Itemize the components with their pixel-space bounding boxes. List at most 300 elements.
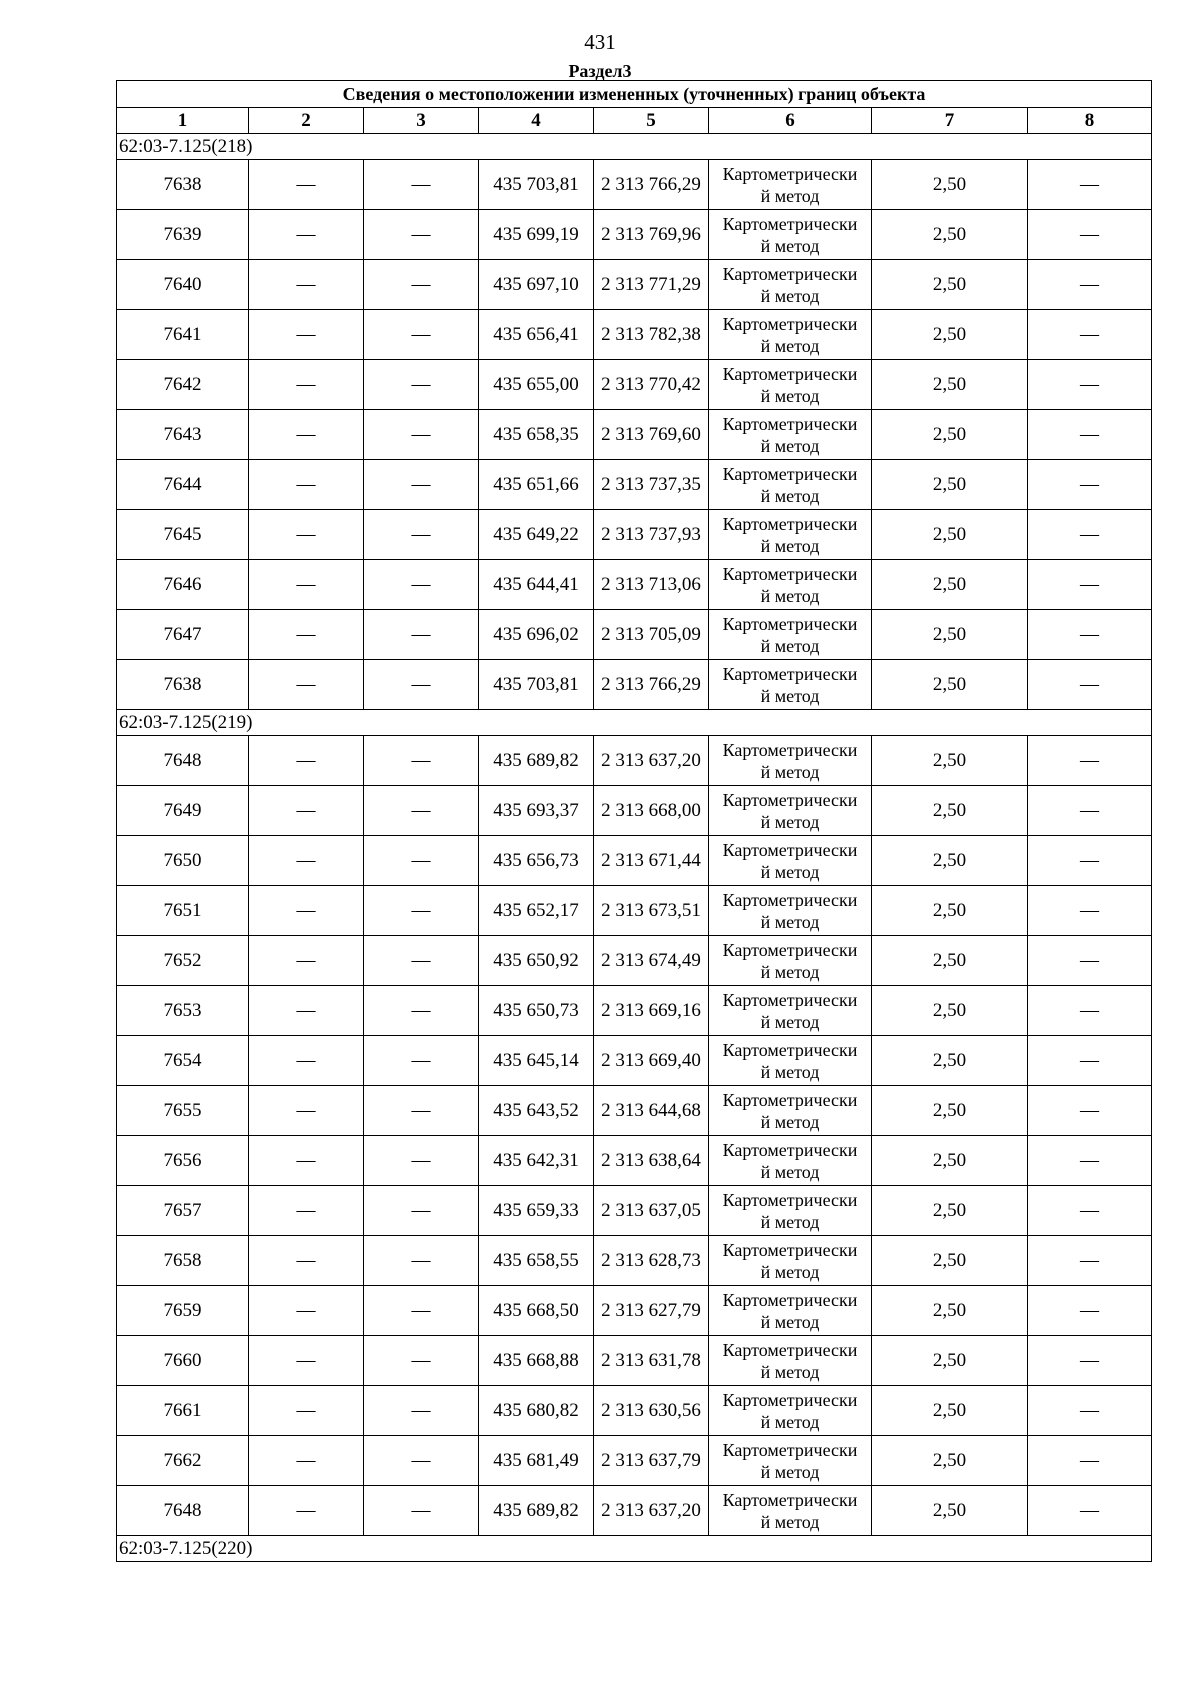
table-row — [117, 1436, 1152, 1486]
table-row — [117, 310, 1152, 360]
point-number: 7654 — [117, 1036, 249, 1086]
method-cell — [709, 460, 872, 510]
table-row — [117, 1036, 1152, 1086]
cell-col2: — — [249, 1236, 364, 1286]
table-row — [117, 660, 1152, 710]
coord-x: 435 658,55 — [479, 1236, 594, 1286]
coord-x: 435 696,02 — [479, 610, 594, 660]
point-number: 7648 — [117, 736, 249, 786]
group-row — [117, 710, 1152, 736]
accuracy: 2,50 — [872, 986, 1028, 1036]
coord-x: 435 643,52 — [479, 1086, 594, 1136]
method-text-line2: й метод — [760, 635, 820, 656]
accuracy: 2,50 — [872, 936, 1028, 986]
method-text-line1: Картометрически — [722, 989, 858, 1010]
cell-col2: — — [249, 736, 364, 786]
cell-col3: — — [364, 1236, 479, 1286]
coord-x: 435 655,00 — [479, 360, 594, 410]
coord-y: 2 313 737,93 — [594, 510, 709, 560]
coord-y: 2 313 705,09 — [594, 610, 709, 660]
coord-y: 2 313 673,51 — [594, 886, 709, 936]
coord-y: 2 313 644,68 — [594, 1086, 709, 1136]
accuracy: 2,50 — [872, 886, 1028, 936]
cell-col2: — — [249, 936, 364, 986]
cell-col3: — — [364, 660, 479, 710]
method-cell — [709, 610, 872, 660]
method-text-line2: й метод — [760, 1461, 820, 1482]
cell-col3: — — [364, 886, 479, 936]
table-row — [117, 886, 1152, 936]
coord-y: 2 313 631,78 — [594, 1336, 709, 1386]
method-text-line1: Картометрически — [722, 739, 858, 760]
cell-col2: — — [249, 1186, 364, 1236]
cell-col2: — — [249, 836, 364, 886]
cell-col3: — — [364, 410, 479, 460]
method-text-line1: Картометрически — [722, 613, 858, 634]
table-row — [117, 1486, 1152, 1536]
coord-y: 2 313 769,60 — [594, 410, 709, 460]
method-text-line1: Картометрически — [722, 1289, 858, 1310]
accuracy: 2,50 — [872, 510, 1028, 560]
cell-col3: — — [364, 986, 479, 1036]
cell-col3: — — [364, 560, 479, 610]
method-cell — [709, 1236, 872, 1286]
section-title: Раздел3 — [568, 61, 632, 81]
method-text-line1: Картометрически — [722, 213, 858, 234]
cell-col3: — — [364, 1386, 479, 1436]
table-row — [117, 1136, 1152, 1186]
cell-col3: — — [364, 936, 479, 986]
cell-col8: — — [1028, 210, 1152, 260]
method-cell — [709, 260, 872, 310]
accuracy: 2,50 — [872, 1086, 1028, 1136]
cell-col2: — — [249, 1386, 364, 1436]
method-text-line2: й метод — [760, 185, 820, 206]
cell-col2: — — [249, 260, 364, 310]
method-text-line1: Картометрически — [722, 939, 858, 960]
column-number: 3 — [364, 108, 479, 134]
accuracy: 2,50 — [872, 1186, 1028, 1236]
cell-col2: — — [249, 310, 364, 360]
cell-col2: — — [249, 360, 364, 410]
method-text-line1: Картометрически — [722, 839, 858, 860]
method-text-line2: й метод — [760, 961, 820, 982]
coordinates-table — [116, 80, 1152, 1562]
coord-x: 435 652,17 — [479, 886, 594, 936]
method-text-line2: й метод — [760, 911, 820, 932]
table-row — [117, 560, 1152, 610]
cell-col2: — — [249, 1136, 364, 1186]
cell-col3: — — [364, 260, 479, 310]
method-text-line1: Картометрически — [722, 1139, 858, 1160]
point-number: 7648 — [117, 1486, 249, 1536]
method-text-line2: й метод — [760, 535, 820, 556]
coord-x: 435 650,92 — [479, 936, 594, 986]
method-cell — [709, 1136, 872, 1186]
method-text-line2: й метод — [760, 1211, 820, 1232]
coord-y: 2 313 669,40 — [594, 1036, 709, 1086]
method-text-line2: й метод — [760, 1311, 820, 1332]
cell-col2: — — [249, 1336, 364, 1386]
page-number: 431 — [584, 30, 616, 54]
coord-x: 435 649,22 — [479, 510, 594, 560]
coord-x: 435 659,33 — [479, 1186, 594, 1236]
accuracy: 2,50 — [872, 260, 1028, 310]
coord-x: 435 642,31 — [479, 1136, 594, 1186]
point-number: 7638 — [117, 660, 249, 710]
table-row — [117, 210, 1152, 260]
cell-col3: — — [364, 1286, 479, 1336]
method-text-line1: Картометрически — [722, 889, 858, 910]
accuracy: 2,50 — [872, 1386, 1028, 1436]
column-number: 8 — [1028, 108, 1152, 134]
group-row — [117, 1536, 1152, 1562]
cell-col3: — — [364, 786, 479, 836]
cell-col8: — — [1028, 610, 1152, 660]
point-number: 7653 — [117, 986, 249, 1036]
method-text-line2: й метод — [760, 385, 820, 406]
point-number: 7639 — [117, 210, 249, 260]
cell-col8: — — [1028, 410, 1152, 460]
point-number: 7645 — [117, 510, 249, 560]
coord-x: 435 645,14 — [479, 1036, 594, 1086]
table-row — [117, 836, 1152, 886]
coord-x: 435 689,82 — [479, 736, 594, 786]
method-cell — [709, 210, 872, 260]
cell-col8: — — [1028, 786, 1152, 836]
table-row — [117, 1236, 1152, 1286]
method-text-line1: Картометрически — [722, 1189, 858, 1210]
cell-col3: — — [364, 736, 479, 786]
coord-x: 435 681,49 — [479, 1436, 594, 1486]
object-id: 62:03-7.125(219) — [117, 710, 1152, 736]
cell-col8: — — [1028, 836, 1152, 886]
cell-col8: — — [1028, 660, 1152, 710]
method-text-line1: Картометрически — [722, 413, 858, 434]
cell-col3: — — [364, 1486, 479, 1536]
point-number: 7647 — [117, 610, 249, 660]
coord-x: 435 644,41 — [479, 560, 594, 610]
point-number: 7660 — [117, 1336, 249, 1386]
method-cell — [709, 1036, 872, 1086]
coord-x: 435 668,50 — [479, 1286, 594, 1336]
cell-col8: — — [1028, 360, 1152, 410]
cell-col8: — — [1028, 560, 1152, 610]
cell-col8: — — [1028, 1436, 1152, 1486]
point-number: 7646 — [117, 560, 249, 610]
table-row — [117, 1336, 1152, 1386]
point-number: 7650 — [117, 836, 249, 886]
point-number: 7655 — [117, 1086, 249, 1136]
cell-col8: — — [1028, 1186, 1152, 1236]
point-number: 7649 — [117, 786, 249, 836]
method-text-line1: Картометрически — [722, 663, 858, 684]
coord-x: 435 697,10 — [479, 260, 594, 310]
table-row — [117, 1386, 1152, 1436]
column-number: 5 — [594, 108, 709, 134]
table-row — [117, 1286, 1152, 1336]
table-row — [117, 160, 1152, 210]
method-text-line1: Картометрически — [722, 1339, 858, 1360]
method-text-line2: й метод — [760, 235, 820, 256]
cell-col2: — — [249, 1436, 364, 1486]
method-text-line2: й метод — [760, 485, 820, 506]
coord-y: 2 313 627,79 — [594, 1286, 709, 1336]
coord-x: 435 656,41 — [479, 310, 594, 360]
point-number: 7662 — [117, 1436, 249, 1486]
table-row — [117, 786, 1152, 836]
column-number: 4 — [479, 108, 594, 134]
method-text-line1: Картометрически — [722, 1389, 858, 1410]
method-cell — [709, 836, 872, 886]
coord-y: 2 313 628,73 — [594, 1236, 709, 1286]
cell-col2: — — [249, 660, 364, 710]
cell-col2: — — [249, 1486, 364, 1536]
coord-y: 2 313 771,29 — [594, 260, 709, 310]
cell-col8: — — [1028, 510, 1152, 560]
coord-x: 435 680,82 — [479, 1386, 594, 1436]
coord-y: 2 313 669,16 — [594, 986, 709, 1036]
table-row — [117, 986, 1152, 1036]
cell-col2: — — [249, 410, 364, 460]
point-number: 7641 — [117, 310, 249, 360]
table-row — [117, 410, 1152, 460]
column-number: 2 — [249, 108, 364, 134]
cell-col8: — — [1028, 460, 1152, 510]
cell-col8: — — [1028, 260, 1152, 310]
coord-y: 2 313 769,96 — [594, 210, 709, 260]
method-cell — [709, 410, 872, 460]
method-text-line2: й метод — [760, 1411, 820, 1432]
accuracy: 2,50 — [872, 1286, 1028, 1336]
table-row — [117, 460, 1152, 510]
cell-col8: — — [1028, 936, 1152, 986]
coord-y: 2 313 766,29 — [594, 660, 709, 710]
coord-x: 435 668,88 — [479, 1336, 594, 1386]
point-number: 7661 — [117, 1386, 249, 1436]
point-number: 7659 — [117, 1286, 249, 1336]
method-cell — [709, 160, 872, 210]
cell-col3: — — [364, 360, 479, 410]
coord-y: 2 313 668,00 — [594, 786, 709, 836]
column-number: 7 — [872, 108, 1028, 134]
coord-y: 2 313 770,42 — [594, 360, 709, 410]
cell-col3: — — [364, 1036, 479, 1086]
method-cell — [709, 1486, 872, 1536]
accuracy: 2,50 — [872, 560, 1028, 610]
method-text-line1: Картометрически — [722, 1489, 858, 1510]
point-number: 7651 — [117, 886, 249, 936]
coord-y: 2 313 638,64 — [594, 1136, 709, 1186]
accuracy: 2,50 — [872, 786, 1028, 836]
accuracy: 2,50 — [872, 736, 1028, 786]
method-text-line2: й метод — [760, 1361, 820, 1382]
coord-y: 2 313 630,56 — [594, 1386, 709, 1436]
table-row — [117, 610, 1152, 660]
cell-col3: — — [364, 160, 479, 210]
table-row — [117, 360, 1152, 410]
coord-y: 2 313 737,35 — [594, 460, 709, 510]
cell-col3: — — [364, 1186, 479, 1236]
table-row — [117, 736, 1152, 786]
method-cell — [709, 1286, 872, 1336]
coord-y: 2 313 637,20 — [594, 736, 709, 786]
method-text-line2: й метод — [760, 1511, 820, 1532]
method-text-line2: й метод — [760, 1111, 820, 1132]
accuracy: 2,50 — [872, 460, 1028, 510]
table-caption: Сведения о местоположении измененных (уточненных) границ объекта — [117, 81, 1152, 108]
method-text-line2: й метод — [760, 761, 820, 782]
object-id: 62:03-7.125(218) — [117, 134, 1152, 160]
cell-col2: — — [249, 460, 364, 510]
point-number: 7656 — [117, 1136, 249, 1186]
coord-y: 2 313 713,06 — [594, 560, 709, 610]
cell-col8: — — [1028, 886, 1152, 936]
method-text-line2: й метод — [760, 685, 820, 706]
cell-col8: — — [1028, 736, 1152, 786]
accuracy: 2,50 — [872, 1236, 1028, 1286]
method-cell — [709, 1336, 872, 1386]
table-row — [117, 510, 1152, 560]
method-text-line1: Картометрически — [722, 463, 858, 484]
cell-col2: — — [249, 510, 364, 560]
method-cell — [709, 360, 872, 410]
cell-col8: — — [1028, 1386, 1152, 1436]
table-caption-row — [117, 81, 1152, 108]
table-row — [117, 1086, 1152, 1136]
method-cell — [709, 1386, 872, 1436]
point-number: 7658 — [117, 1236, 249, 1286]
cell-col3: — — [364, 210, 479, 260]
cell-col3: — — [364, 610, 479, 660]
cell-col8: — — [1028, 1036, 1152, 1086]
accuracy: 2,50 — [872, 360, 1028, 410]
accuracy: 2,50 — [872, 310, 1028, 360]
object-id: 62:03-7.125(220) — [117, 1536, 1152, 1562]
method-cell — [709, 1436, 872, 1486]
cell-col8: — — [1028, 1336, 1152, 1386]
method-text-line1: Картометрически — [722, 163, 858, 184]
method-text-line1: Картометрически — [722, 1089, 858, 1110]
method-text-line1: Картометрически — [722, 789, 858, 810]
coord-x: 435 689,82 — [479, 1486, 594, 1536]
cell-col2: — — [249, 1036, 364, 1086]
method-text-line1: Картометрически — [722, 263, 858, 284]
method-text-line2: й метод — [760, 285, 820, 306]
cell-col3: — — [364, 1136, 479, 1186]
coord-x: 435 650,73 — [479, 986, 594, 1036]
method-text-line2: й метод — [760, 335, 820, 356]
cell-col2: — — [249, 160, 364, 210]
method-cell — [709, 560, 872, 610]
method-cell — [709, 886, 872, 936]
method-text-line1: Картометрически — [722, 513, 858, 534]
point-number: 7657 — [117, 1186, 249, 1236]
accuracy: 2,50 — [872, 836, 1028, 886]
cell-col8: — — [1028, 1086, 1152, 1136]
coord-x: 435 703,81 — [479, 160, 594, 210]
accuracy: 2,50 — [872, 210, 1028, 260]
cell-col3: — — [364, 510, 479, 560]
cell-col3: — — [364, 1086, 479, 1136]
accuracy: 2,50 — [872, 1336, 1028, 1386]
method-cell — [709, 310, 872, 360]
point-number: 7643 — [117, 410, 249, 460]
coord-y: 2 313 766,29 — [594, 160, 709, 210]
cell-col3: — — [364, 836, 479, 886]
accuracy: 2,50 — [872, 660, 1028, 710]
table-row — [117, 936, 1152, 986]
cell-col2: — — [249, 1086, 364, 1136]
cell-col8: — — [1028, 986, 1152, 1036]
method-text-line1: Картометрически — [722, 363, 858, 384]
coord-y: 2 313 637,20 — [594, 1486, 709, 1536]
method-text-line2: й метод — [760, 861, 820, 882]
method-cell — [709, 786, 872, 836]
cell-col2: — — [249, 560, 364, 610]
method-cell — [709, 660, 872, 710]
method-cell — [709, 936, 872, 986]
method-cell — [709, 736, 872, 786]
method-text-line2: й метод — [760, 585, 820, 606]
accuracy: 2,50 — [872, 610, 1028, 660]
cell-col2: — — [249, 210, 364, 260]
method-text-line2: й метод — [760, 1261, 820, 1282]
coord-x: 435 651,66 — [479, 460, 594, 510]
method-text-line1: Картометрически — [722, 1039, 858, 1060]
cell-col8: — — [1028, 160, 1152, 210]
point-number: 7652 — [117, 936, 249, 986]
cell-col2: — — [249, 1286, 364, 1336]
cell-col8: — — [1028, 1136, 1152, 1186]
coord-y: 2 313 637,79 — [594, 1436, 709, 1486]
cell-col3: — — [364, 460, 479, 510]
method-text-line2: й метод — [760, 1061, 820, 1082]
coord-x: 435 656,73 — [479, 836, 594, 886]
coord-y: 2 313 637,05 — [594, 1186, 709, 1236]
cell-col2: — — [249, 886, 364, 936]
method-text-line1: Картометрически — [722, 563, 858, 584]
point-number: 7638 — [117, 160, 249, 210]
coord-y: 2 313 674,49 — [594, 936, 709, 986]
coord-y: 2 313 782,38 — [594, 310, 709, 360]
coord-x: 435 693,37 — [479, 786, 594, 836]
method-text-line2: й метод — [760, 1011, 820, 1032]
method-text-line2: й метод — [760, 435, 820, 456]
cell-col3: — — [364, 1336, 479, 1386]
coord-x: 435 699,19 — [479, 210, 594, 260]
cell-col2: — — [249, 610, 364, 660]
column-number: 1 — [117, 108, 249, 134]
column-number-row — [117, 108, 1152, 134]
accuracy: 2,50 — [872, 1036, 1028, 1086]
cell-col3: — — [364, 310, 479, 360]
cell-col8: — — [1028, 310, 1152, 360]
accuracy: 2,50 — [872, 1436, 1028, 1486]
column-number: 6 — [709, 108, 872, 134]
cell-col8: — — [1028, 1286, 1152, 1336]
coord-x: 435 658,35 — [479, 410, 594, 460]
group-row — [117, 134, 1152, 160]
point-number: 7644 — [117, 460, 249, 510]
coord-x: 435 703,81 — [479, 660, 594, 710]
accuracy: 2,50 — [872, 160, 1028, 210]
accuracy: 2,50 — [872, 1136, 1028, 1186]
point-number: 7642 — [117, 360, 249, 410]
method-cell — [709, 1086, 872, 1136]
table-row — [117, 1186, 1152, 1236]
accuracy: 2,50 — [872, 410, 1028, 460]
